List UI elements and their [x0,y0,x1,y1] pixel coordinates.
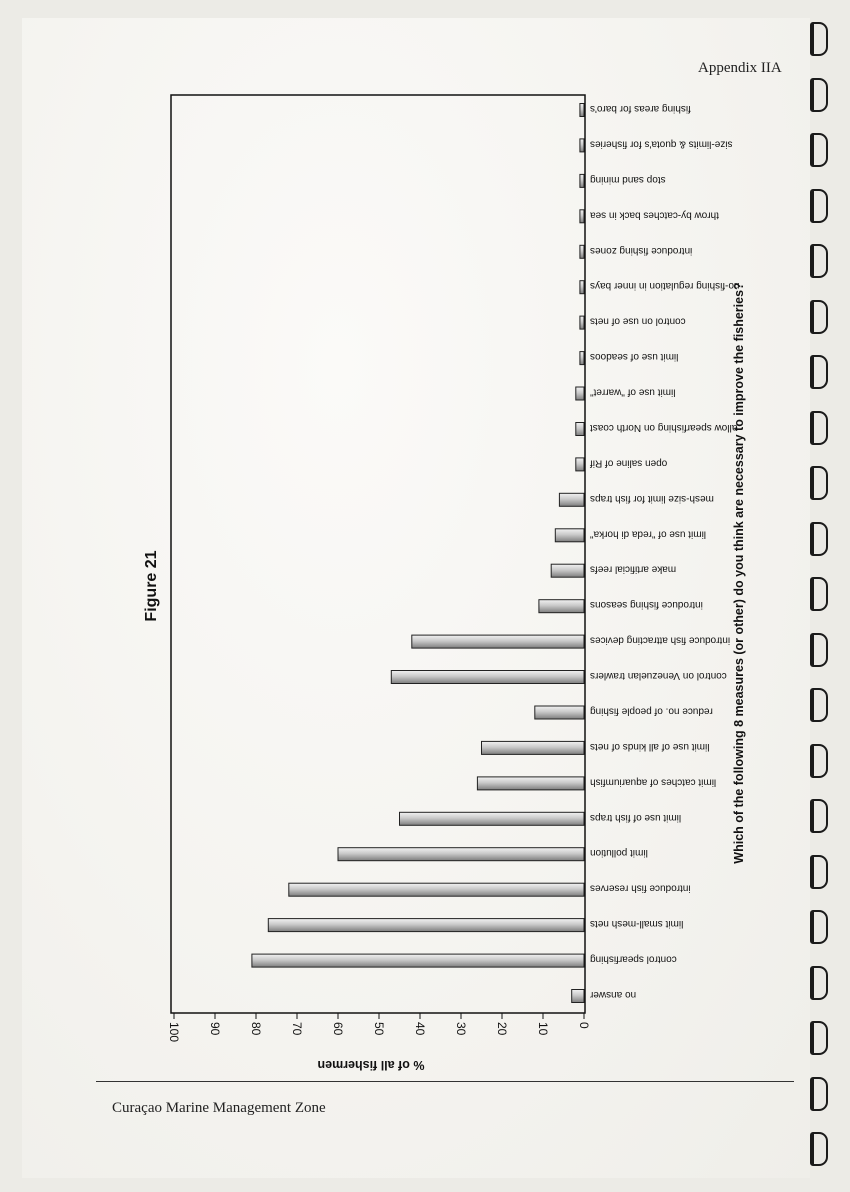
bar-2 [268,919,584,932]
binding-ring [806,22,828,52]
bar-22 [580,210,584,223]
tick-label-8: 20 [495,1022,509,1036]
bar-4 [338,848,584,861]
bar-6 [477,777,584,790]
bar-8 [535,706,584,719]
category-label-7: limit use of all kinds of nets [590,740,710,752]
tick-label-4: 60 [331,1022,345,1036]
category-label-22: throw by-catches back in sea [590,209,719,221]
category-label-16: allow spearfishing on North coast [590,422,738,433]
bar-21 [580,245,584,258]
category-label-9: control on Venezuelan trawlers [590,670,727,681]
bar-24 [580,139,584,152]
figure-title: Figure 21 [143,550,160,622]
bar-13 [555,529,584,542]
bar-18 [580,352,584,365]
tick-label-5: 50 [372,1022,386,1036]
tick-label-0: 100 [167,1022,181,1043]
bar-3 [289,883,584,896]
tick-label-6: 40 [413,1022,427,1036]
chart-question: Which of the following 8 measures (or other) do you think are necessary to improve the fisheries? [732,282,746,864]
category-label-20: no-fishing regulation in inner bays [590,280,740,292]
bar-19 [580,316,584,329]
footer-rule [96,1081,794,1082]
category-labels-layer [589,103,739,1000]
bar-5 [400,812,585,825]
category-label-14: mesh-size limit for fish traps [590,492,714,504]
category-label-3: introduce fish reserves [590,882,691,894]
bar-14 [559,493,584,506]
bar-0 [572,990,584,1003]
tick-label-2: 80 [249,1022,263,1036]
category-label-4: limit pollution [590,847,648,859]
category-label-24: size-limits & quota's for fisheries [590,138,733,150]
binding-ring [806,244,828,274]
category-label-6: limit catches of aquariumfish [590,776,717,788]
binding-ring [806,411,828,441]
binding-ring [806,355,828,385]
plot-frame [171,95,585,1013]
binding-ring [806,688,828,718]
binding-ring [806,133,828,163]
bar-17 [576,387,584,400]
page-footer: Curaçao Marine Management Zone [112,1100,326,1116]
page-header: Appendix IIA [698,60,782,76]
binding-ring [806,910,828,940]
category-label-1: control spearfishing [590,953,677,965]
category-label-12: make artificial reefs [590,563,677,575]
category-label-19: control on use of nets [590,315,686,327]
category-label-25: fishing areas for baro's [590,103,691,114]
bar-16 [576,423,584,436]
bar-9 [391,671,584,684]
binding-ring [806,189,828,219]
bar-23 [580,174,584,187]
bar-10 [412,635,584,648]
tick-label-1: 90 [208,1022,222,1036]
tick-label-10: 0 [577,1022,591,1029]
binding-ring [806,1021,828,1051]
category-label-15: open saline of Rif [590,457,668,469]
category-label-5: limit use of fish traps [590,811,682,823]
binding-ring [806,466,828,496]
binding-ring [806,799,828,829]
x-axis-title: % of all fishermen [317,1058,425,1072]
binding-ring [806,300,828,330]
category-label-11: introduce fishing seasons [590,599,703,611]
binding-ring [806,633,828,663]
bars-layer [252,104,584,1003]
tick-label-7: 30 [454,1022,468,1036]
bar-11 [539,600,584,613]
category-label-2: limit small-mesh nets [590,918,684,930]
tick-layer [167,1013,591,1042]
category-label-8: reduce no. of people fishing [590,705,713,717]
category-label-13: limit use of "reda di horka" [590,528,707,540]
binding-ring [806,966,828,996]
bar-7 [482,741,585,754]
binding-ring [806,577,828,607]
category-label-10: introduce fish attracting devices [590,634,731,646]
bar-20 [580,281,584,294]
binding-ring [806,1132,828,1162]
category-label-23: stop sand mining [590,173,666,185]
binding-ring [806,744,828,774]
bar-15 [576,458,584,471]
tick-label-3: 70 [290,1022,304,1036]
category-label-0: no answer [590,989,637,1000]
binding-ring [806,78,828,108]
category-label-17: limit use of "warret" [590,386,676,398]
bar-12 [551,564,584,577]
category-label-21: introduce fishing zones [590,244,693,256]
bar-25 [580,104,584,117]
binding-ring [806,855,828,885]
bar-1 [252,954,584,967]
tick-label-9: 10 [536,1022,550,1036]
category-label-18: limit use of seadoos [590,351,679,363]
binding-ring [806,1077,828,1107]
binding-ring [806,522,828,552]
